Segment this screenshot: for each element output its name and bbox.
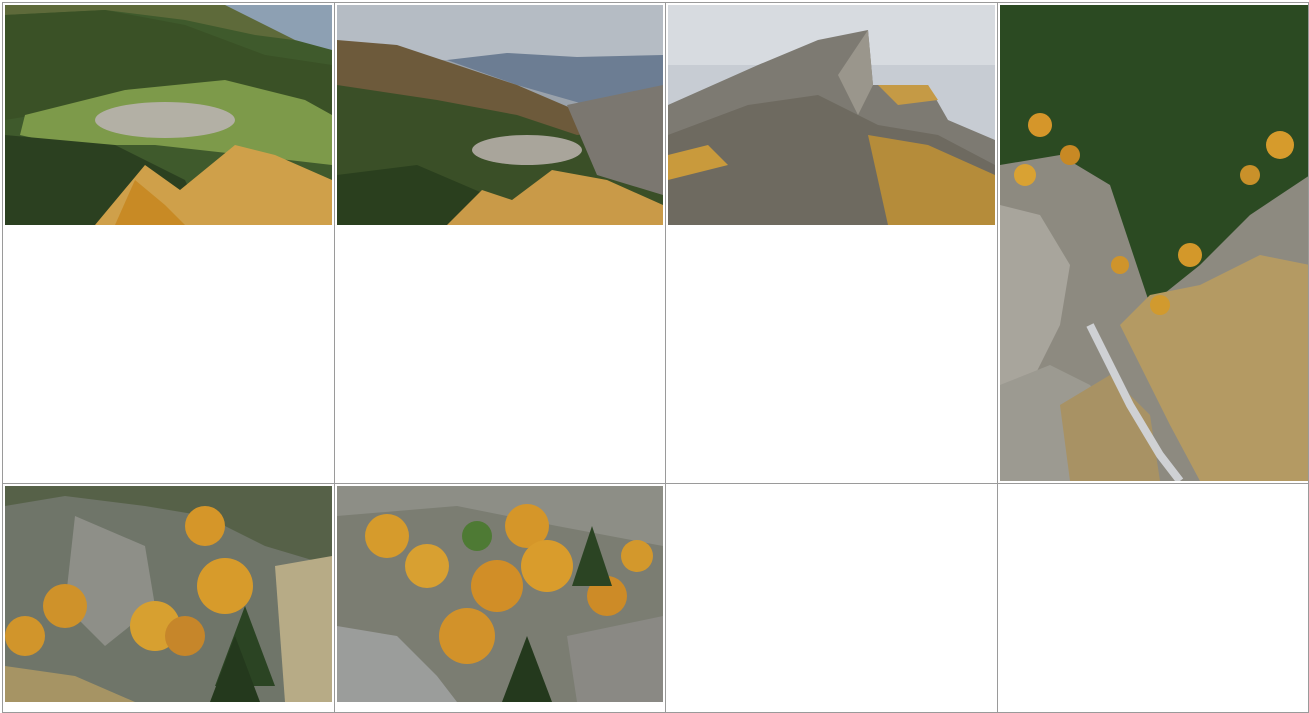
photo-larches-cliff-image [5, 486, 332, 702]
photo-larches-scree-image [337, 486, 663, 702]
gallery-cell-8 [997, 483, 1309, 713]
photo-valley-village[interactable] [5, 5, 332, 225]
gallery-cell-4 [997, 2, 1309, 484]
photo-valley-village-image [5, 5, 332, 225]
gallery-cell-7 [665, 483, 998, 713]
gallery-cell-6 [334, 483, 666, 713]
photo-valley-clouds-image [337, 5, 663, 225]
gallery-cell-1 [2, 2, 335, 484]
photo-larches-scree[interactable] [337, 486, 663, 702]
photo-gorge-larches[interactable] [1000, 5, 1309, 481]
photo-gorge-larches-image [1000, 5, 1309, 481]
photo-larches-cliff[interactable] [5, 486, 332, 702]
gallery-cell-3 [665, 2, 998, 484]
gallery-cell-5 [2, 483, 335, 713]
photo-valley-clouds[interactable] [337, 5, 663, 225]
gallery-cell-2 [334, 2, 666, 484]
photo-rocky-peak-image [668, 5, 995, 225]
photo-rocky-peak[interactable] [668, 5, 995, 225]
